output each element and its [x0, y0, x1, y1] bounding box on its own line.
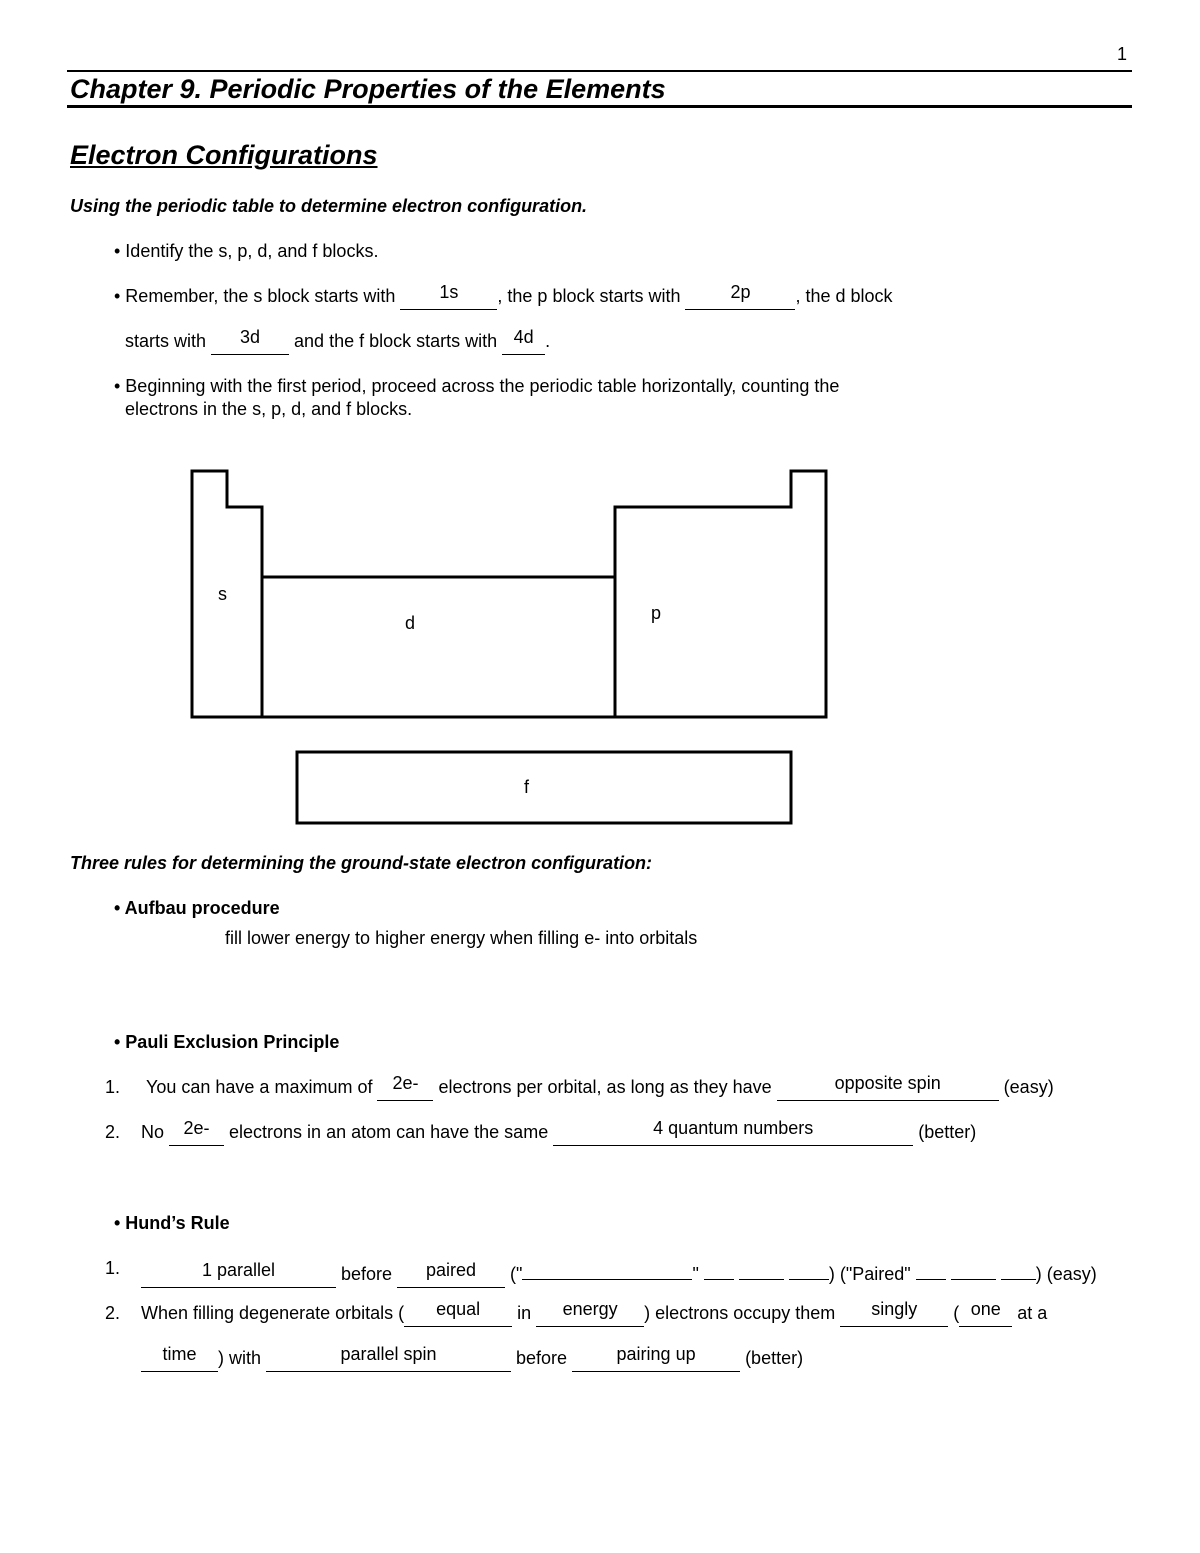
pauli-line-2-number: 2. — [105, 1122, 121, 1142]
answer-blank-paired[interactable] — [397, 1260, 505, 1288]
answer-text: opposite spin — [834, 1073, 941, 1093]
text: and the f block starts with — [289, 331, 503, 351]
pauli-heading: • Pauli Exclusion Principle — [114, 1032, 340, 1052]
answer-text: time — [162, 1344, 197, 1364]
answer-text: singly — [871, 1299, 918, 1319]
text: , the p block starts with — [497, 286, 686, 306]
text: in — [512, 1303, 537, 1323]
hund-line-1 — [141, 1258, 1097, 1288]
answer-text: one — [970, 1299, 1001, 1319]
answer-blank-electrons[interactable] — [169, 1118, 224, 1146]
text: No — [141, 1122, 170, 1142]
subheading-three-rules: Three rules for determining the ground-state electron configuration: — [70, 853, 653, 873]
pauli-line-1 — [146, 1073, 1054, 1101]
answer-blank-word-6[interactable] — [1001, 1258, 1036, 1280]
page-number: 1 — [1117, 44, 1128, 64]
d-block-label: d — [405, 613, 416, 633]
text: ) (easy) — [1035, 1264, 1097, 1284]
bullet-identify-blocks: • Identify the s, p, d, and f blocks. — [114, 241, 379, 261]
answer-text: pairing up — [616, 1344, 696, 1364]
text: When filling degenerate orbitals ( — [141, 1303, 405, 1323]
answer-blank-word-4[interactable] — [916, 1258, 946, 1280]
text: at a — [1012, 1303, 1048, 1323]
answer-blank-energy[interactable] — [536, 1299, 644, 1327]
f-block-shape — [297, 752, 791, 823]
bullet-beginning-line1: • Beginning with the first period, proceed across the periodic table horizontally, counting the — [114, 376, 840, 396]
answer-text: 4 quantum numbers — [653, 1118, 814, 1138]
text: ) electrons occupy them — [644, 1303, 841, 1323]
text: ( — [948, 1303, 960, 1323]
answer-text: 3d — [240, 327, 261, 347]
answer-blank-parallel[interactable] — [141, 1260, 336, 1288]
hund-line-2-number: 2. — [105, 1303, 121, 1323]
section-title: Electron Configurations — [70, 140, 378, 170]
hund-line-2 — [141, 1299, 1048, 1327]
text: before — [511, 1348, 573, 1368]
subheading-periodic-table: Using the periodic table to determine electron configuration. — [70, 196, 588, 216]
text: before — [336, 1264, 398, 1284]
text: ) with — [218, 1348, 267, 1368]
pauli-line-1-number: 1. — [105, 1077, 121, 1097]
text: You can have a maximum of — [146, 1077, 378, 1097]
answer-text: paired — [426, 1260, 477, 1280]
text: electrons per orbital, as long as they have — [433, 1077, 777, 1097]
bullet-beginning-line2: electrons in the s, p, d, and f blocks. — [125, 399, 413, 419]
answer-text: 1 parallel — [201, 1260, 276, 1280]
hund-line-3 — [141, 1344, 804, 1372]
text: ) ("Paired" — [828, 1264, 916, 1284]
aufbau-text: fill lower energy to higher energy when filling e- into orbitals — [225, 928, 698, 948]
answer-blank-time[interactable] — [141, 1344, 218, 1372]
answer-blank-pairing-up[interactable] — [572, 1344, 740, 1372]
answer-text: 1s — [439, 282, 459, 302]
s-block-shape — [192, 471, 262, 717]
answer-blank-quantum-numbers[interactable] — [553, 1118, 913, 1146]
p-block-shape — [615, 471, 826, 717]
text: • Remember, the s block starts with — [114, 286, 401, 306]
answer-text: 4d — [513, 327, 534, 347]
text: (better) — [740, 1348, 804, 1368]
answer-blank-word-2[interactable] — [739, 1258, 784, 1280]
chapter-title: Chapter 9. Periodic Properties of the Elements — [70, 74, 666, 104]
hund-heading: • Hund’s Rule — [114, 1213, 230, 1233]
answer-text: energy — [562, 1299, 618, 1319]
pauli-line-2 — [141, 1118, 977, 1146]
answer-blank-word-3[interactable] — [789, 1258, 829, 1280]
text: " — [692, 1264, 704, 1284]
d-block-shape — [262, 577, 615, 717]
s-block-label: s — [218, 584, 227, 604]
answer-text: parallel spin — [340, 1344, 437, 1364]
answer-blank-word-1[interactable] — [704, 1258, 734, 1280]
answer-blank-parallel-spin[interactable] — [266, 1344, 511, 1372]
hund-line-1-number: 1. — [105, 1258, 121, 1278]
answer-blank-singly[interactable] — [840, 1299, 948, 1327]
answer-text: 2p — [730, 282, 751, 302]
text: (easy) — [998, 1077, 1054, 1097]
aufbau-heading: • Aufbau procedure — [114, 898, 280, 918]
answer-blank-spin[interactable] — [777, 1073, 999, 1101]
text: electrons in an atom can have the same — [224, 1122, 554, 1142]
answer-blank-word-5[interactable] — [951, 1258, 996, 1280]
text: , the d block — [795, 286, 893, 306]
answer-blank-one[interactable] — [959, 1299, 1012, 1327]
answer-text: 2e- — [183, 1118, 210, 1138]
text: . — [545, 331, 551, 351]
answer-blank-quote[interactable] — [522, 1258, 692, 1280]
text: (better) — [913, 1122, 977, 1142]
text: starts with — [125, 331, 212, 351]
answer-blank-equal[interactable] — [404, 1299, 512, 1327]
answer-text: 2e- — [392, 1073, 419, 1093]
answer-text: equal — [436, 1299, 481, 1319]
f-block-label: f — [524, 777, 530, 797]
answer-blank-max-electrons[interactable] — [377, 1073, 433, 1101]
p-block-label: p — [651, 603, 662, 623]
text: (" — [505, 1264, 523, 1284]
